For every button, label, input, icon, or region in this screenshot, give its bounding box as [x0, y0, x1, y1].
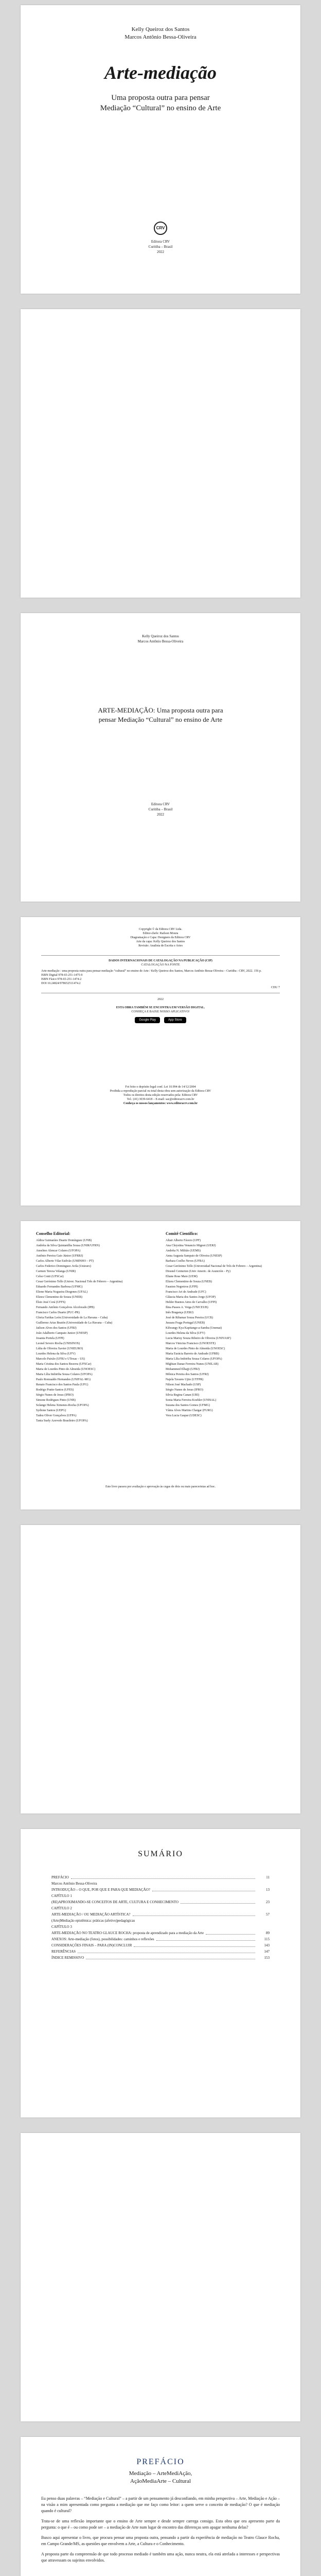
- catalog-sub: CATALOGAÇÃO NA FONTE: [141, 963, 180, 967]
- committee-member: Barbara Coelho Neves (UFBA): [166, 1260, 205, 1263]
- committee-member: Maria de Lourdes Pinto de Almeida (UNOESC): [166, 1347, 225, 1350]
- toc-entry-label: (Arte)Mediação epistêmica: práticas (afetivo)pedagógicas: [51, 1919, 135, 1923]
- toc-entry-label: ANEXOS: Arte-mediação (fotos), possibilidades: caminhos e reflexões: [51, 1937, 154, 1941]
- legal-title: ESTA OBRA TAMBÉM SE ENCONTRA EM VERSÃO DIGITAL.: [116, 1006, 205, 1009]
- council-member: Josania Portela (UFPI): [36, 1337, 64, 1340]
- toc-entry-label: CAPÍTULO 3: [51, 1925, 72, 1929]
- council-member: Lídia de Oliveira Xavier (UNIEURO): [36, 1347, 83, 1350]
- toc-leader-dots: [71, 1874, 255, 1879]
- committee-member: Elizeu Clementino de Souza (UNEB): [166, 1280, 212, 1283]
- committee-member: Eliane Rose Maio (UEM): [166, 1275, 198, 1278]
- cover-title: Arte-mediação: [104, 62, 217, 83]
- committee-member: Fauston Negreiros (UFPI): [166, 1285, 198, 1289]
- preface-subtitle-2: AçãoMediaArte – Cultural: [130, 2478, 191, 2484]
- committee-member: José de Ribamar Sousa Pereira (UCB): [166, 1316, 213, 1319]
- isbn-digital: ISBN Digital 978-65-251-1475-9: [41, 974, 83, 977]
- toc-leader-dots: [78, 1948, 255, 1953]
- cover-year: 2022: [157, 250, 164, 254]
- copyright-line: Revisão: Analista de Escrita e Artes: [138, 944, 183, 947]
- council-page: [21, 1221, 300, 1510]
- committee-member: Vânia Alves Martins Chaigar (FURG): [166, 1409, 213, 1412]
- copyright-notice: 2022: [157, 998, 164, 1001]
- toc-entry[interactable]: [51, 1905, 270, 1911]
- toc-entry[interactable]: [51, 1948, 270, 1955]
- doi: DOI 10.24824/978652511474.2: [41, 982, 81, 985]
- council-member: Elione Maria Nogueira Diogenes (UFAL): [36, 1291, 88, 1294]
- committee-member: Lucia Marisy Souza Ribeiro de Oliveira (UNIVASF): [166, 1337, 231, 1340]
- half-title-author-1: Kelly Queiroz dos Santos: [142, 634, 179, 638]
- council-member: Maria Cristina dos Santos Bezerra (UFSCar): [36, 1363, 92, 1366]
- toc-entry[interactable]: [51, 1918, 270, 1924]
- committee-member: Ilma Passos A. Veiga (UNICEUB): [166, 1306, 208, 1309]
- toc-entry-page: 153: [264, 1956, 270, 1960]
- copyright-page: [21, 917, 300, 1206]
- toc-entry[interactable]: [51, 1893, 270, 1899]
- toc-entry-label: REFERÊNCIAS: [51, 1950, 76, 1954]
- toc-entry[interactable]: [51, 1942, 270, 1948]
- copyright-line: Arte da capa: Kelly Queiroz dos Santos: [136, 940, 185, 943]
- footer-line: Foi feito o depósito legal conf. Lei 10.994 de 14/12/2004: [125, 1086, 196, 1089]
- copyright-line: Copyright © da Editora CRV Ltda.: [139, 928, 182, 931]
- toc-leader-dots: [156, 1936, 255, 1941]
- council-member: Jailson Alves dos Santos (UFRJ): [36, 1327, 77, 1330]
- preface-title: PREFÁCIO: [136, 2458, 185, 2466]
- toc-entry-page: 11: [266, 1875, 270, 1879]
- half-title-page: [21, 613, 300, 902]
- committee-member: Diosnel Centurion (Univ Americ. de Asunción – Py): [166, 1270, 230, 1273]
- toc-entry-label: CAPÍTULO 2: [51, 1906, 72, 1910]
- council-member: Paulo Romualdo Hernandes (UNIFAL-MG): [36, 1378, 91, 1381]
- committee-member: Lourdes Helena da Silva (UFV): [166, 1332, 205, 1335]
- cover-author-1: Kelly Queiroz dos Santos: [131, 26, 190, 32]
- half-title-city: Curitiba – Brasil: [148, 807, 173, 811]
- committee-member: Maria Eurácia Barreto de Andrade (UFRB): [166, 1352, 219, 1355]
- toc-entry-page: 115: [264, 1937, 270, 1941]
- footer-line: Tel.: (41) 3039-6418 – E-mail: sac@editoracrv.com.br: [127, 1098, 194, 1101]
- half-title-year: 2022: [157, 812, 164, 817]
- toc-entry[interactable]: [51, 1880, 270, 1887]
- toc-entry[interactable]: [51, 1924, 270, 1930]
- council-member: Anselmo Alencar Colares (UFOPA): [36, 1249, 81, 1252]
- committee-member: Ana Chrystina Venancio Mignot (UERJ): [166, 1244, 216, 1247]
- committee-member: Vera Lucia Gaspar (UDESC): [166, 1414, 202, 1417]
- toc-entry-label: ARTE-MEDIAÇÃO / OU MEDIAÇÃO ARTÍSTICA?: [51, 1912, 131, 1917]
- toc-entry-label: (RE)APROXIMANDO-SE CONCEITOS DE ARTE, CULTURA E CONHECIMENTO: [51, 1900, 179, 1904]
- committee-member: Maria Lília Imbiriba Sousa Colares (UFOPA): [166, 1358, 222, 1361]
- cover-author-2: Marcos Antônio Bessa-Oliveira: [124, 34, 197, 40]
- toc-entry[interactable]: [51, 1955, 270, 1961]
- toc-page: [21, 1829, 300, 2117]
- toc-leader-dots: [181, 1899, 255, 1904]
- council-member: Gloria Fariñas León (Universidade de La Havana – Cuba): [36, 1316, 108, 1319]
- toc-entry[interactable]: [51, 1887, 270, 1893]
- app-store-badge[interactable]: App Store: [164, 1017, 186, 1023]
- half-title-line-1: ARTE-MEDIAÇÃO: Uma proposta outra para: [98, 706, 223, 714]
- council-member: Maria de Lourdes Pinto de Almeida (UNOESC): [36, 1368, 96, 1371]
- council-member: Cesar Gerónimo Tello (Univer. Nacional Três de Febrero – Argentina): [36, 1280, 123, 1283]
- committee-member: Nilson José Machado (USP): [166, 1383, 201, 1386]
- committee-member: Marcos Vinicius Francisco (UNOESTE): [166, 1342, 216, 1345]
- committee-member: Míghian Danae Ferreira Nunes (UNILAB): [166, 1363, 219, 1366]
- council-member: Carlos Alberto Vilar Estêvão (UMINHO – PT): [36, 1260, 94, 1263]
- isbn-fisico: ISBN Físico 978-65-251-1474-2: [41, 978, 82, 981]
- council-member: Eduardo Fernandes Barbosa (UFMG): [36, 1285, 83, 1289]
- toc-entry-page: 143: [264, 1943, 270, 1947]
- toc-entry-label: Marcos Antônio Bessa-Oliveira: [51, 1882, 97, 1886]
- council-member: Guillermo Arias Beatón (Universidade de La Havana – Cuba): [36, 1321, 113, 1325]
- council-member: Sydione Santos (UEPG): [36, 1409, 66, 1412]
- toc-leader-dots: [86, 1955, 255, 1959]
- half-title-publisher: Editora CRV: [151, 802, 170, 806]
- committee-member: Suzana dos Santos Gomes (UFMG): [166, 1404, 210, 1407]
- preface-paragraph: Eu penso duas palavras – “Mediação e Cultural” – a partir de um pensamento já desconfiando, em minha perspectiva – Arte, Mediação e Ação – na visão a mim apresentada como pergunta a mediação que me faço como leitor: a quem serve o conceito de mediação? O que é mediação quando é cultural?: [41, 2496, 280, 2513]
- committee-member: Altair Alberto Fávero (UPF): [166, 1239, 201, 1242]
- blank-page: [21, 1525, 300, 1814]
- google-play-badge[interactable]: Google Play: [135, 1017, 160, 1023]
- toc-entry-label: INTRODUÇÃO – O QUE, POR QUE E PARA QUE MEDIAÇÃO?: [51, 1888, 150, 1892]
- catalog-title: DADOS INTERNACIONAIS DE CATALOGAÇÃO NA PUBLICAÇÃO (CIP): [109, 959, 212, 962]
- footer-line: Proibida a reprodução parcial ou total desta obra sem autorização da Editora CRV: [110, 1090, 211, 1093]
- toc-title: SUMÁRIO: [138, 1850, 183, 1858]
- committee-member: Sérgio Nunes de Jesus (IFRO): [166, 1388, 203, 1392]
- committee-member: Najela Tavares Ujiie (UTFPR): [166, 1378, 204, 1381]
- council-member: Tania Suely Azevedo Brasileiro (UFOPA): [36, 1419, 88, 1422]
- council-member: Sérgio Nunes de Jesus (IFRO): [36, 1394, 74, 1397]
- council-member: Marcelo Paixão (UFRJ e UTexas – US): [36, 1358, 85, 1361]
- toc-entry-label: CAPÍTULO 1: [51, 1894, 72, 1898]
- council-footer: Este livro passou por avaliação e aprovação às cegas de dois ou mais pareceristas ad hoc.: [105, 1485, 216, 1488]
- toc-entry-label: PREFÁCIO: [51, 1875, 69, 1879]
- committee-member: Mohammed Elhajji (UFRJ): [166, 1368, 200, 1371]
- council-member: Aldira Guimarães Duarte Domínguez (UNB): [36, 1239, 92, 1242]
- council-member: Carmen Tereza Velanga (UNIR): [36, 1270, 76, 1273]
- council-member: Carlos Federico Dominguez Avila (Unieuro): [36, 1265, 91, 1268]
- blank-page: [21, 2133, 300, 2421]
- council-member: Renato Francisco dos Santos Paula (UFG): [36, 1383, 88, 1386]
- council-member: Elizeu Clementino de Souza (UNEB): [36, 1296, 82, 1299]
- cover-publisher: Editora CRV: [151, 240, 170, 244]
- toc-entry[interactable]: [51, 1874, 270, 1880]
- copyright-line: Editor-chefe: Railson Moura: [142, 932, 179, 935]
- footer-line: Todos os direitos desta edição reservados pela: Editora CRV: [123, 1094, 198, 1097]
- toc-entry-page: 147: [264, 1950, 270, 1954]
- council-member: Francisco Carlos Duarte (PUC-PR): [36, 1311, 80, 1314]
- toc-entry-label: ARTE-MEDIAÇÃO NO TEATRO GLAUCE ROCHA: proposta de aprendizado para a mediação da Arte: [51, 1931, 204, 1935]
- committee-member: Anna Augusta Sampaio de Oliveira (UNESP): [166, 1255, 222, 1258]
- committee-member: Kilwangy Kya Kapitango-a-Samba (Unemat): [166, 1327, 222, 1330]
- toc-entry[interactable]: [51, 1911, 270, 1918]
- cover-city: Curitiba – Brasil: [148, 245, 173, 249]
- committee-member: Silvia Regina Canan (URI): [166, 1394, 200, 1397]
- committee-member: Helder Buenos Aires de Carvalho (UFPI): [166, 1301, 217, 1304]
- council-member: Maria Lília Imbiriba Sousa Colares (UFOPA): [36, 1373, 93, 1376]
- cdu: CDU 7: [271, 986, 280, 989]
- preface-subtitle-1: Mediação – ArteMediAção,: [129, 2470, 192, 2477]
- council-member: Fernando Antônio Gonçalves Alcoforado (IPB): [36, 1306, 95, 1309]
- legal-sub: CONHEÇA E BAIXE NOSSO APLICATIVO!: [131, 1010, 190, 1013]
- toc-entry[interactable]: [51, 1936, 270, 1942]
- copyright-line: Diagramação e Capa: Designers da Editora CRV: [130, 936, 191, 939]
- council-member: Antônio Pereira Gaio Júnior (UFRRJ): [36, 1255, 83, 1258]
- toc-leader-dots: [134, 1942, 255, 1947]
- half-title-author-2: Marcos Antônio Bessa-Oliveira: [137, 639, 184, 643]
- toc-entry-label: CONSIDERAÇÕES FINAIS – PARA (IN)CONCLUIR: [51, 1943, 132, 1947]
- blank-page: [21, 309, 300, 598]
- council-member: João Adalberto Campato Junior (UNESP): [36, 1332, 88, 1335]
- catalog-box: [41, 955, 280, 993]
- preface-paragraph: A proposta parte da compreensão de que todo processo mediado é também uma ação, nunca neutra, ela está atrelada a interesses e perspectivas que atravessam os sujeitos envolvidos.: [41, 2552, 280, 2563]
- footer-line: Conheça os nossos lançamentos: www.editoracrv.com.br: [123, 1102, 198, 1105]
- toc-list: [51, 1874, 270, 1961]
- cover-page: [21, 5, 300, 294]
- committee-member: Jussara Fraga Portugal (UNEB): [166, 1321, 205, 1325]
- toc-entry[interactable]: [51, 1930, 270, 1936]
- toc-entry-label: ÍNDICE REMISSIVO: [51, 1956, 84, 1960]
- council-left-title: Conselho Editorial:: [36, 1231, 70, 1236]
- preface-page: [21, 2437, 300, 2576]
- council-member: Celso Conti (UFSCar): [36, 1275, 64, 1278]
- toc-entry-page: 23: [266, 1900, 270, 1904]
- council-member: Leonel Severo Rocha (UNISINOS): [36, 1342, 80, 1345]
- committee-member: Andréia N. Militão (UEMS): [166, 1249, 201, 1252]
- toc-entry-page: 57: [266, 1912, 270, 1917]
- council-member: Élsio José Corá (UFFS): [36, 1301, 66, 1304]
- committee-member: Sonia Maria Ferreira Koehler (UNISAL): [166, 1399, 217, 1402]
- toc-entry-page: 13: [266, 1888, 270, 1892]
- cover-subtitle-2: Mediação “Cultural” no ensino de Arte: [100, 104, 221, 112]
- council-member: Solange Helena Ximenes-Rocha (UFOPA): [36, 1404, 89, 1407]
- preface-paragraph: Trata-se de uma reflexão importante que o ensino de Arte sempre e desde sempre carrega consigo. Esta obra que ora apresento parte da pergunta: o que é – ou como pode ser – a mediação de Arte num lugar de encontro das diferenças sem apagar nenhuma delas?: [41, 2519, 280, 2530]
- preface-paragraph: Busco aqui apresentar o livro, que procura pensar uma proposta outra, pensando a partir da experiência de mediação no Teatro Glauce Rocha, em Campo Grande/MS, as questões que envolvem a Arte, a Cultura e o Conhecimento.: [41, 2535, 280, 2546]
- committee-member: Inês Bragança (UERJ): [166, 1311, 193, 1314]
- toc-entry-page: 89: [266, 1931, 270, 1935]
- cover-subtitle-1: Uma proposta outra para pensar: [111, 94, 210, 102]
- committee-member: Mônica Pereira dos Santos (UFRJ): [166, 1373, 209, 1376]
- half-title-line-2: pensar Mediação “Cultural” no ensino de Arte: [98, 716, 223, 723]
- council-right-title: Comitê Científico:: [166, 1231, 198, 1236]
- catalog-text: Arte-mediação : uma proposta outra para pensar mediação “cultural” no ensino de Arte / Kelly Queiroz dos Santos, Marcos Antônio Bessa-Oliveira – Curitiba : CRV, 2022. 156 p.: [41, 970, 262, 973]
- council-member: Tadeu Oliver Gonçalves (UFPA): [36, 1414, 77, 1417]
- toc-leader-dots: [133, 1911, 255, 1916]
- toc-leader-dots: [206, 1930, 255, 1935]
- council-member: Lourdes Helena da Silva (UFV): [36, 1352, 76, 1355]
- committee-member: Cesar Gerónimo Tello (Universidad Nacional de Três de Febrero – Argentina): [166, 1265, 262, 1268]
- committee-member: Gláucia Maria dos Santos Jorge (UFOP): [166, 1296, 216, 1299]
- council-member: Andréia da Silva Quintanilha Sousa (UNIR/UFRN): [36, 1244, 100, 1247]
- council-member: Simone Rodrigues Pinto (UNB): [36, 1399, 76, 1402]
- toc-entry[interactable]: [51, 1899, 270, 1905]
- council-member: Rodrigo Pratte-Santos (UFES): [36, 1388, 74, 1392]
- crv-logo-icon: CRV: [154, 222, 167, 235]
- toc-leader-dots: [152, 1887, 255, 1891]
- committee-member: Francisco Ari de Andrade (UFC): [166, 1291, 206, 1294]
